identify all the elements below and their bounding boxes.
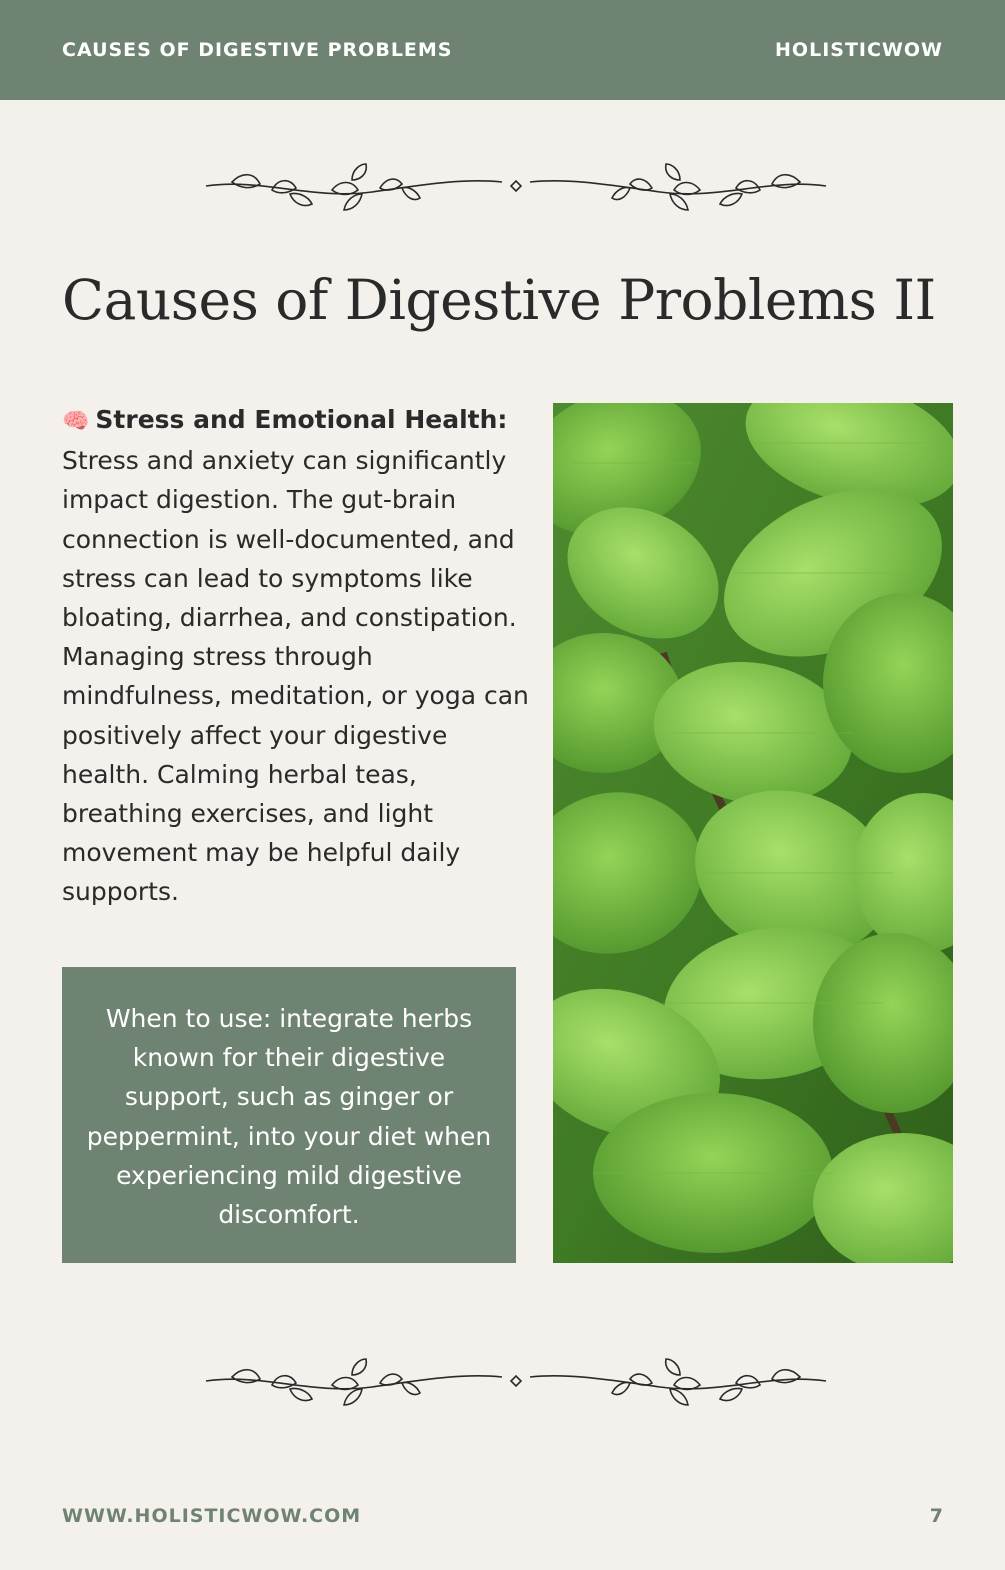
- body-paragraph: [62, 400, 532, 912]
- callout-box: [62, 967, 516, 1263]
- body-text: Stress and anxiety can significantly impact digestion. The gut-brain connection is well-documented, and stress can lead to symptoms like bloating, diarrhea, and constipation. Managing stress through mindfulness, meditation, or yoga can positively affect your digestive health. Calming herbal teas, breathing exercises, and light movement may be helpful daily supports.: [62, 446, 529, 907]
- mint-leaves-photo: [553, 403, 953, 1263]
- floral-divider-bottom: [202, 1355, 830, 1415]
- header-brand: HOLISTICWOW: [775, 39, 943, 61]
- callout-text: When to use: integrate herbs known for their digestive support, such as ginger or peppermint, into your diet when experiencing mild digestive discomfort.: [86, 1004, 492, 1230]
- footer-page-number: 7: [929, 1505, 943, 1527]
- header-section-title: CAUSES OF DIGESTIVE PROBLEMS: [62, 39, 453, 61]
- brain-icon: 🧠: [62, 409, 90, 434]
- page-header: [0, 0, 1005, 100]
- body-lead: Stress and Emotional Health:: [95, 405, 508, 434]
- page-title: Causes of Digestive Problems II: [62, 268, 936, 332]
- floral-divider-top: [202, 160, 830, 220]
- footer-url[interactable]: WWW.HOLISTICWOW.COM: [62, 1505, 362, 1527]
